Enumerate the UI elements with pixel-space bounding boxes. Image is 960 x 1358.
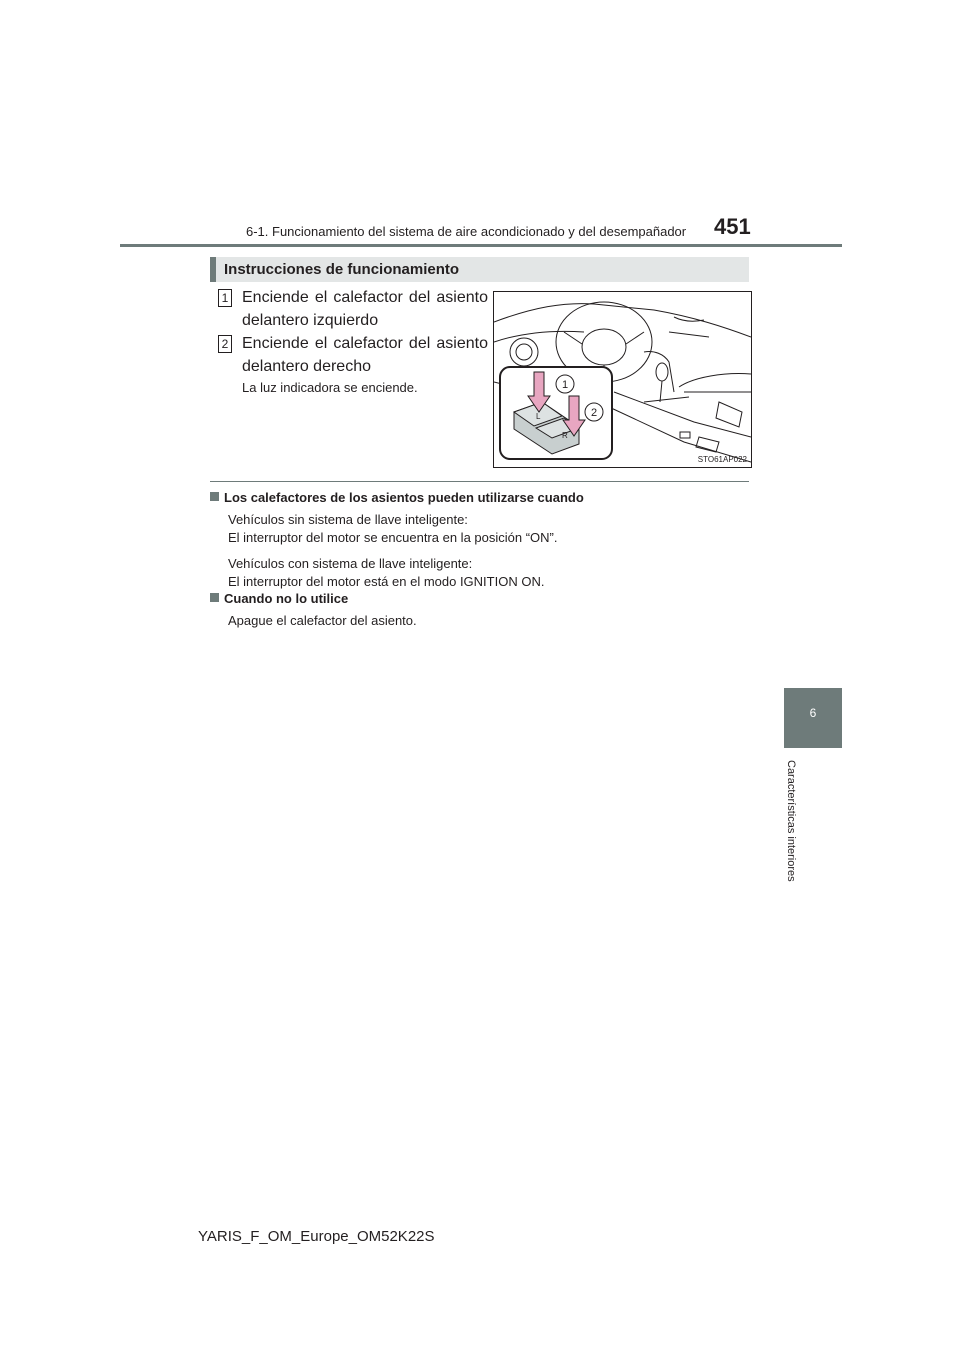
section-heading-bar bbox=[210, 257, 749, 282]
note-paragraph bbox=[210, 555, 750, 591]
chapter-label-text: Características interiores bbox=[785, 760, 797, 882]
callout-1: 1 bbox=[561, 379, 569, 391]
chapter-label bbox=[783, 760, 803, 882]
section-title: Instrucciones de funcionamiento bbox=[224, 261, 460, 278]
step-text: Enciende el calefactor del asiento delantero izquierdo bbox=[242, 289, 488, 329]
seat-heater-illustration bbox=[493, 291, 752, 468]
note-paragraph bbox=[210, 511, 750, 547]
step-number-badge: 2 bbox=[218, 335, 232, 353]
page-number: 451 bbox=[714, 214, 751, 239]
step-number-badge: 1 bbox=[218, 289, 232, 307]
note-heading: Cuando no lo utilice bbox=[210, 591, 750, 606]
illustration-code: STO61AP022 bbox=[697, 455, 747, 464]
note-block-1 bbox=[210, 490, 750, 591]
switch-label-left: L bbox=[536, 412, 541, 421]
header-rule bbox=[120, 244, 842, 247]
note-block-2 bbox=[210, 591, 750, 630]
callout-2: 2 bbox=[590, 407, 598, 419]
running-header-title: 6-1. Funcionamiento del sistema de aire acondicionado y del desempañador bbox=[246, 224, 687, 239]
paragraph-line: El interruptor del motor se encuentra en la posición “ON”. bbox=[228, 530, 558, 545]
step-text: Enciende el calefactor del asiento delantero derecho bbox=[242, 335, 488, 375]
paragraph-line: Apague el calefactor del asiento. bbox=[228, 613, 417, 628]
note-paragraph bbox=[210, 612, 750, 630]
paragraph-line: Vehículos con sistema de llave inteligente: bbox=[228, 556, 473, 571]
footer-doc-code: YARIS_F_OM_Europe_OM52K22S bbox=[198, 1228, 435, 1245]
indicator-note: La luz indicadora se enciende. bbox=[242, 380, 418, 395]
switch-label-right: R bbox=[562, 431, 568, 440]
paragraph-line: Vehículos sin sistema de llave inteligente: bbox=[228, 512, 468, 527]
section-divider bbox=[210, 481, 749, 482]
dashboard-drawing bbox=[494, 292, 751, 467]
chapter-tab bbox=[784, 688, 842, 748]
paragraph-line: El interruptor del motor está en el modo IGNITION ON. bbox=[228, 574, 545, 589]
note-heading: Los calefactores de los asientos pueden utilizarse cuando bbox=[210, 490, 750, 505]
section-heading-accent bbox=[210, 257, 216, 282]
chapter-number: 6 bbox=[809, 706, 817, 720]
